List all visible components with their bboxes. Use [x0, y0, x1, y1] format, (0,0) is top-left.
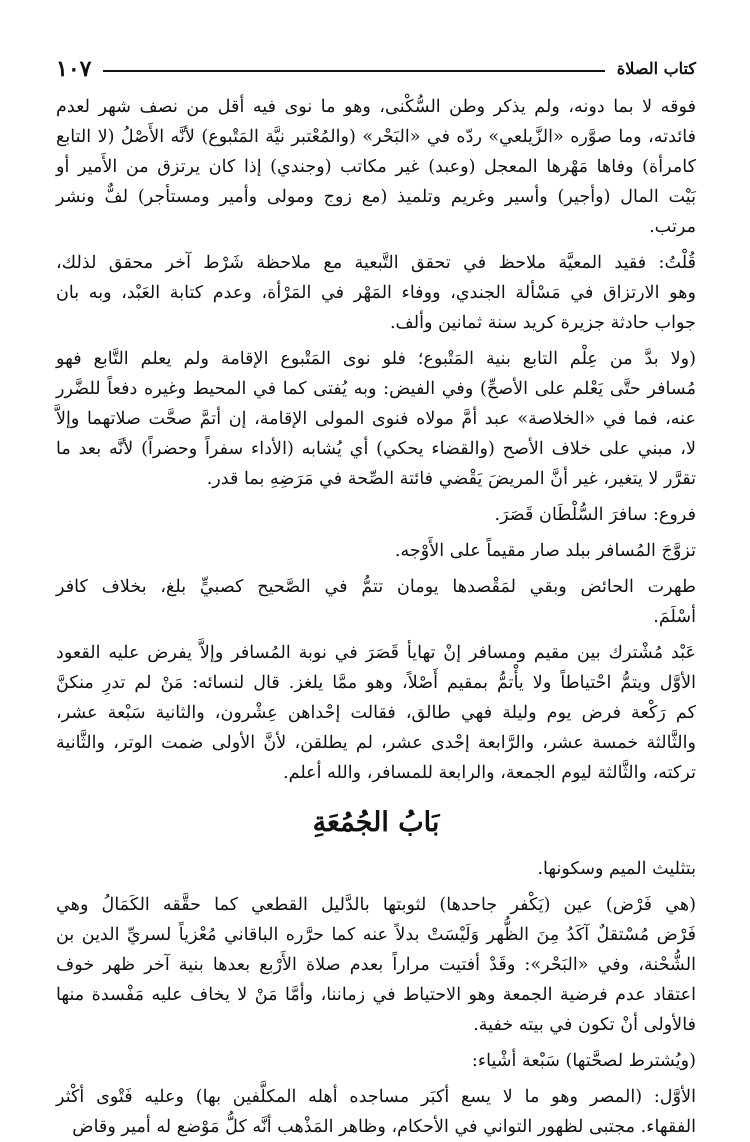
text-line: لا، مبني على خلاف الأصح (والقضاء يحكي) أي يُشابه (الأداء سفراً وحضراً) لأنَّه بعد ما [56, 439, 696, 459]
section-heading: بَابُ الجُمُعَةِ [312, 807, 440, 838]
paragraph [56, 344, 696, 494]
text-line: والثَّالثة خمسة عشر، والرَّابعة إحْدى عشر، لم يطلقن، لأنَّ الأولى ضمت الوتر، والثَّانية [56, 733, 696, 753]
text-line: (هي فَرْض) عين (يَكْفر جاحدها) لثوبتها بالدَّليل القطعي كما حقَّقه الكَمَالُ وهي [56, 895, 696, 915]
text-body [56, 92, 696, 788]
text-line: كامرأة) وفاها مَهْرها المعجل (وعبد) غير مكاتب (وجندي) إذا كان يرتزق من الأَمير أو [56, 157, 696, 177]
text-line: أسْلَمَ. [653, 607, 696, 627]
page-number: ١٠٧ [56, 56, 92, 82]
text-line: عنه، فما في «الخلاصة» عبد أمَّ مولاه فنوى المولى الإقامة، إن أتمَّ صحَّت صلاتهما وإلاَّ [56, 409, 696, 429]
paragraph [56, 92, 696, 242]
text-line: فروع: سافرَ السُّلْطَان قَصَرَ. [494, 505, 696, 525]
paragraph [56, 536, 696, 566]
text-line: فَرْض مُسْتقلٌ آكَدُ مِنَ الظُّهر وَلَيْسَتْ بدلاً عنه كما حرَّره الباقاني مُعْزياً لسريِّ الدين بن [56, 925, 696, 945]
page-header [56, 52, 696, 86]
text-line: تزوَّجَ المُسافر ببلد صار مقيماً على الأَوْجه. [394, 541, 696, 561]
text-line: قُلْتُ: فقيد المعيَّة ملاحظ في تحقق التَّبعية مع ملاحظة شَرْط آخر محقق لذلك، [56, 253, 696, 273]
text-line: (ويُشترط لصحَّتها) سَبْعة أشْياء: [471, 1051, 696, 1071]
text-line: بَيْت المال (وأجير) وأسير وغريم وتلميذ (مع زوج ومولى وأمير ومستأجر) لفٌّ ونشر [56, 187, 696, 207]
paragraph [56, 854, 696, 884]
text-line: فالأولى أنْ تكون في بيته خفية. [473, 1015, 696, 1035]
paragraph [56, 572, 696, 632]
text-line: بتثليث الميم وسكونها. [537, 859, 696, 879]
section-body [56, 854, 696, 1142]
text-line: مرتب. [649, 217, 696, 237]
text-line: جواب حادثة جزيرة كريد سنة ثمانين وألف. [389, 313, 696, 333]
header-rule [103, 70, 604, 72]
paragraph [56, 890, 696, 1040]
text-line: عَبْد مُشْترك بين مقيم ومسافر إنْ تهايأ قَصَرَ في نوبة المُسافر وإلاَّ يفرض عليه القعود [56, 643, 696, 663]
paragraph [56, 1046, 696, 1076]
text-line: مُسافر حتَّى يَعْلم على الأصحِّ) وفي الفيض: وبه يُفتى كما في المحيط وغيره دفعاً للضَّرر [56, 379, 696, 399]
text-line: طهرت الحائض وبقي لمَقْصدها يومان تتمُّ في الصَّحيح كصبيٍّ بلغ، بخلاف كافر [56, 577, 696, 597]
text-line: الشُّحْنة، وفي «البَحْر»: وقَدْ أفتيت مراراً بعدم صلاة الأَرْبع بعدها بنية آخر ظهر خوف [56, 955, 696, 975]
paragraph [56, 1082, 696, 1142]
text-line: وهو الارتزاق في مَسْألة الجندي، ووفاء المَهْر في المَرْأة، وعدم كتابة العَبْد، وبه بان [56, 283, 696, 303]
text-line: الأوَّل: (المصر وهو ما لا يسع أكبَر مساجده أهله المكلَّفين بها) وعليه فَتْوى أكْثر [56, 1087, 696, 1107]
text-line: فوقه لا بما دونه، ولم يذكر وطن السُّكْنى، وهو ما نوى فيه أقل من نصف شهر لعدم [56, 97, 696, 117]
text-line: اعتقاد عدم فرضية الجمعة وهو الاحتياط في زماننا، وأمَّا مَنْ لا يخاف عليه مَفْسدة منها [56, 985, 696, 1005]
book-title: كتاب الصلاة [616, 59, 696, 78]
paragraph [56, 500, 696, 530]
text-line: تركته، والثَّالثة ليوم الجمعة، والرابعة للمسافر، والله أعلم. [283, 763, 696, 783]
paragraph [56, 248, 696, 338]
text-line: تقرَّر لا يتغير، غير أنَّ المريضَ يَقْضي فائتة الصِّحة في مَرَضِهِ بما قدر. [206, 469, 696, 489]
book-page [56, 52, 696, 1137]
text-line: الأوَّل ويتمُّ احْتياطاً ولا يأْتمُّ بمقيم أَصْلاً، وهو ممَّا يلغز. قال لنسائه: مَنْ لم تدرِ منكنَّ [56, 673, 696, 693]
text-line: الفقهاء. مجتبى لظهور التواني في الأحكام، وظاهر المَذْهب أنَّه كلُّ مَوْضع له أمير وقاض [72, 1117, 696, 1137]
paragraph [56, 638, 696, 788]
text-line: (ولا بدَّ من عِلْم التابع بنية المَتْبوع؛ فلو نوى المَتْبوع الإقامة ولم يعلم التَّابع فهو [56, 349, 696, 369]
text-line: كم رَكْعة فرض يوم وليلة فهي طالق، فقالت إحْداهن عِشْرون، والثانية سَبْعة عشر، [56, 703, 696, 723]
text-line: فائدته، وما صوَّره «الزَّيلعي» ردّه في «البَحْر» (والمُعْتبر نيَّة المَتْبوع) لأنَّه الأَصْلُ (لا التابع [56, 127, 696, 147]
